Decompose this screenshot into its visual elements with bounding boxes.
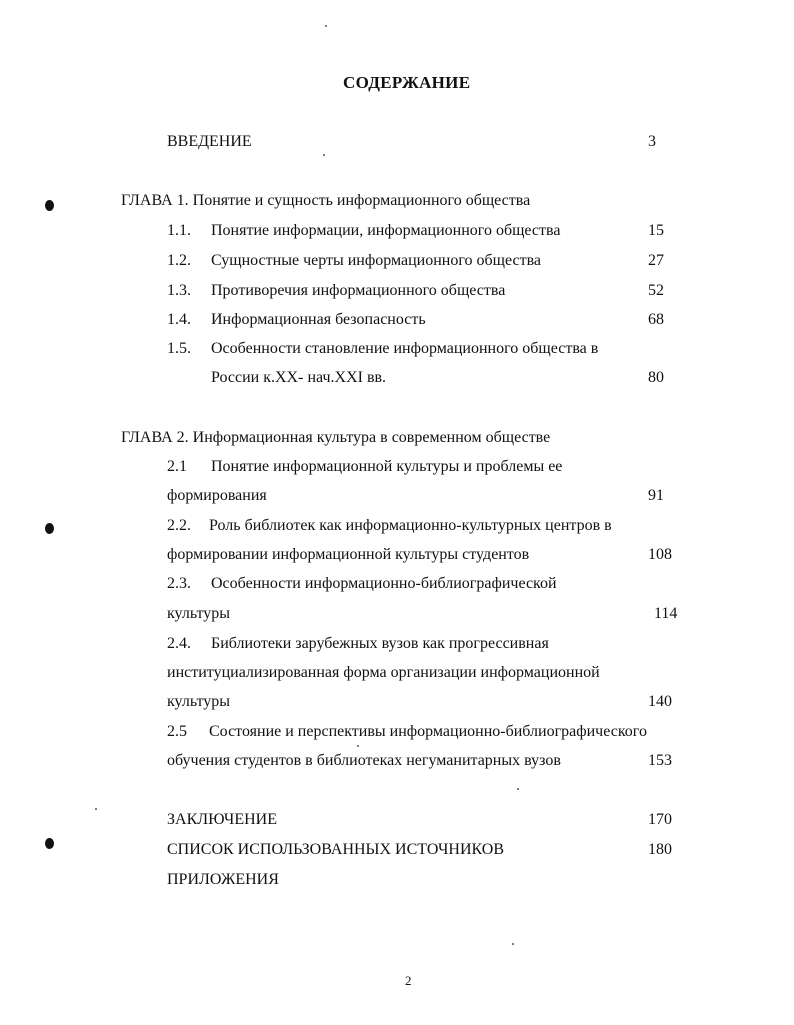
chapter-2-heading: ГЛАВА 2. Информационная культура в современном обществе	[121, 429, 551, 446]
toc-item-text-continuation: формирования	[167, 487, 267, 504]
toc-item-number: 2.2.	[167, 517, 191, 534]
toc-item-number: 2.1	[167, 458, 187, 475]
toc-item-text: Библиотеки зарубежных вузов как прогрессивная	[211, 635, 549, 652]
scan-speck	[95, 808, 97, 810]
toc-item-number: 1.3.	[167, 282, 191, 299]
toc-page-conclusion: 170	[648, 811, 672, 828]
scan-speck	[323, 154, 325, 156]
toc-item-number: 2.5	[167, 723, 187, 740]
binder-hole-mark	[45, 200, 54, 211]
toc-entry-intro: ВВЕДЕНИЕ	[167, 133, 252, 150]
scan-speck	[357, 745, 359, 747]
toc-entry-conclusion: ЗАКЛЮЧЕНИЕ	[167, 811, 277, 828]
toc-item-page: 15	[648, 222, 664, 239]
page-number: 2	[405, 973, 412, 988]
toc-item-text-continuation: культуры	[167, 605, 231, 622]
binder-hole-mark	[45, 523, 54, 534]
toc-item-text: Состояние и перспективы информационно-библиографического	[209, 723, 647, 740]
toc-item-text-continuation: формировании информационной культуры студентов	[167, 546, 530, 563]
toc-item-text-continuation: институциализированная форма организации информационной	[167, 664, 600, 681]
toc-item-text: Понятие информации, информационного общества	[211, 222, 561, 239]
toc-item-number: 1.2.	[167, 252, 191, 269]
toc-item-page: 80	[648, 369, 664, 386]
scan-speck	[512, 943, 514, 945]
toc-item-number: 1.1.	[167, 222, 191, 239]
toc-item-number: 1.5.	[167, 340, 191, 357]
toc-item-text-continuation: России к.XX- нач.XXI вв.	[211, 369, 387, 386]
toc-item-page: 114	[654, 605, 678, 622]
toc-item-text: Особенности информационно-библиографической	[211, 575, 557, 592]
toc-item-page: 153	[648, 752, 672, 769]
toc-item-page: 27	[648, 252, 664, 269]
toc-item-page: 68	[648, 311, 664, 328]
chapter-1-heading: ГЛАВА 1. Понятие и сущность информационного общества	[121, 192, 531, 209]
scan-speck	[517, 788, 519, 790]
toc-item-text: Противоречия информационного общества	[211, 282, 506, 299]
toc-item-page: 140	[648, 693, 672, 710]
toc-item-text: Понятие информационной культуры и проблемы ее	[211, 458, 563, 475]
toc-item-number: 1.4.	[167, 311, 191, 328]
toc-item-text-continuation: обучения студентов в библиотеках негуманитарных вузов	[167, 752, 561, 769]
toc-item-page: 108	[648, 546, 672, 563]
toc-item-text: Сущностные черты информационного общества	[211, 252, 542, 269]
toc-item-text-continuation: культуры	[167, 693, 231, 710]
toc-page-intro: 3	[648, 133, 656, 150]
toc-item-text: Информационная безопасность	[211, 311, 426, 328]
toc-item-text: Особенности становление информационного общества в	[211, 340, 599, 357]
toc-item-number: 2.3.	[167, 575, 191, 592]
toc-entry-appendix: ПРИЛОЖЕНИЯ	[167, 871, 279, 888]
scan-speck	[325, 25, 327, 27]
toc-entry-sources: СПИСОК ИСПОЛЬЗОВАННЫХ ИСТОЧНИКОВ	[167, 841, 505, 858]
toc-item-page: 91	[648, 487, 664, 504]
page-title: СОДЕРЖАНИЕ	[343, 73, 471, 92]
toc-item-number: 2.4.	[167, 635, 191, 652]
toc-item-text: Роль библиотек как информационно-культурных центров в	[209, 517, 612, 534]
binder-hole-mark	[45, 838, 54, 849]
toc-item-page: 52	[648, 282, 664, 299]
toc-page-sources: 180	[648, 841, 672, 858]
